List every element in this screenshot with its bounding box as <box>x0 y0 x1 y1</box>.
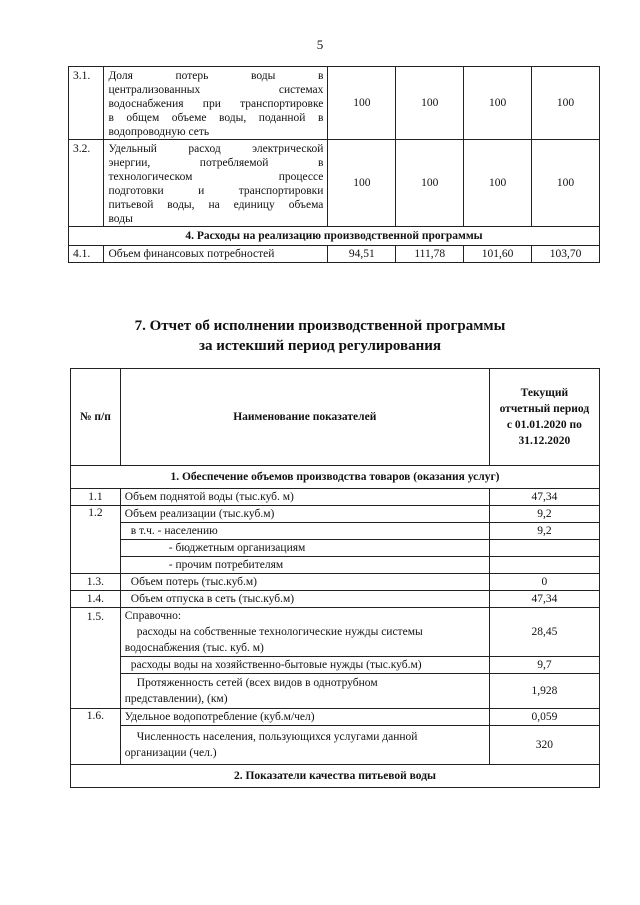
row-number: 1.5. <box>71 608 121 709</box>
value-cell: 94,51 <box>328 246 396 263</box>
page-number: 5 <box>316 37 324 52</box>
section-title <box>0 316 640 356</box>
value-cell: 0,059 <box>489 709 599 726</box>
row-number: 1.2 <box>71 506 121 574</box>
table-row <box>71 657 600 674</box>
table-row <box>71 489 600 506</box>
value-cell: 100 <box>464 67 532 140</box>
value-cell: 100 <box>396 140 464 227</box>
header-row <box>71 369 600 466</box>
header-period: Текущий отчетный период с 01.01.2020 по 31.12.2020 <box>489 369 599 466</box>
value-cell: 9,7 <box>489 657 599 674</box>
value-cell <box>489 557 599 574</box>
row-name: - бюджетным организациям <box>120 540 489 557</box>
row-name: Объем поднятой воды (тыс.куб. м) <box>120 489 489 506</box>
table-row <box>71 674 600 709</box>
row-name: - прочим потребителям <box>120 557 489 574</box>
section-title-line1: 7. Отчет об исполнении производственной программы <box>134 318 506 334</box>
header-num: № п/п <box>71 369 121 466</box>
table-row <box>71 574 600 591</box>
section-row <box>71 466 600 489</box>
value-cell: 100 <box>328 67 396 140</box>
value-cell: 47,34 <box>489 489 599 506</box>
table-row <box>71 557 600 574</box>
row-name: Численность населения, пользующихся услугами данной организации (чел.) <box>120 726 489 765</box>
value-cell: 100 <box>464 140 532 227</box>
table-row <box>69 140 600 227</box>
value-cell: 111,78 <box>396 246 464 263</box>
report-table <box>70 368 600 788</box>
value-cell: 1,928 <box>489 674 599 709</box>
table-row <box>71 709 600 726</box>
targets-table <box>68 66 600 263</box>
table-row <box>69 67 600 140</box>
row-name: Объем финансовых потребностей <box>104 246 328 263</box>
section-heading: 2. Показатели качества питьевой воды <box>71 765 600 788</box>
value-cell: 100 <box>532 67 600 140</box>
table-row <box>69 246 600 263</box>
value-cell: 100 <box>532 140 600 227</box>
value-cell: 100 <box>396 67 464 140</box>
value-cell <box>489 540 599 557</box>
row-number: 1.3. <box>71 574 121 591</box>
row-number: 1.4. <box>71 591 121 608</box>
row-name: Доля потерь воды в централизованных системах водоснабжения при транспортировке в общем объеме воды, поданной в водопроводную сеть <box>104 67 328 140</box>
table-row <box>71 608 600 657</box>
value-cell: 100 <box>328 140 396 227</box>
row-number: 1.1 <box>71 489 121 506</box>
row-name: в т.ч. - населению <box>120 523 489 540</box>
value-cell: 0 <box>489 574 599 591</box>
value-cell: 47,34 <box>489 591 599 608</box>
row-number: 3.1. <box>69 67 104 140</box>
table-row <box>71 506 600 523</box>
header-name: Наименование показателей <box>120 369 489 466</box>
row-name: Объем реализации (тыс.куб.м) <box>120 506 489 523</box>
row-number: 1.6. <box>71 709 121 765</box>
table-row <box>71 591 600 608</box>
table-row <box>71 540 600 557</box>
value-cell: 103,70 <box>532 246 600 263</box>
reference-label: Справочно: <box>124 610 182 622</box>
row-number: 4.1. <box>69 246 104 263</box>
table-row <box>71 726 600 765</box>
value-cell: 9,2 <box>489 506 599 523</box>
row-number: 3.2. <box>69 140 104 227</box>
section-heading: 4. Расходы на реализацию производственной программы <box>69 227 600 246</box>
row-name: Объем отпуска в сеть (тыс.куб.м) <box>120 591 489 608</box>
row-name: Объем потерь (тыс.куб.м) <box>120 574 489 591</box>
section-row <box>69 227 600 246</box>
value-cell: 9,2 <box>489 523 599 540</box>
row-name: Справочно: расходы на собственные технологические нужды системы водоснабжения (тыс. куб. м) <box>120 608 489 657</box>
section-title-line2: за истекший период регулирования <box>198 338 442 354</box>
table-row <box>71 523 600 540</box>
section-heading: 1. Обеспечение объемов производства товаров (оказания услуг) <box>71 466 600 489</box>
section-row <box>71 765 600 788</box>
value-cell: 28,45 <box>489 608 599 657</box>
row-name: расходы воды на хозяйственно-бытовые нужды (тыс.куб.м) <box>120 657 489 674</box>
row-name: Удельное водопотребление (куб.м/чел) <box>120 709 489 726</box>
row-name: Удельный расход электрической энергии, потребляемой в технологическом процессе подготовки и транспортировки питьевой воды, на единицу объема воды <box>104 140 328 227</box>
row-name: Протяженность сетей (всех видов в однотрубном представлении), (км) <box>120 674 489 709</box>
value-cell: 101,60 <box>464 246 532 263</box>
value-cell: 320 <box>489 726 599 765</box>
